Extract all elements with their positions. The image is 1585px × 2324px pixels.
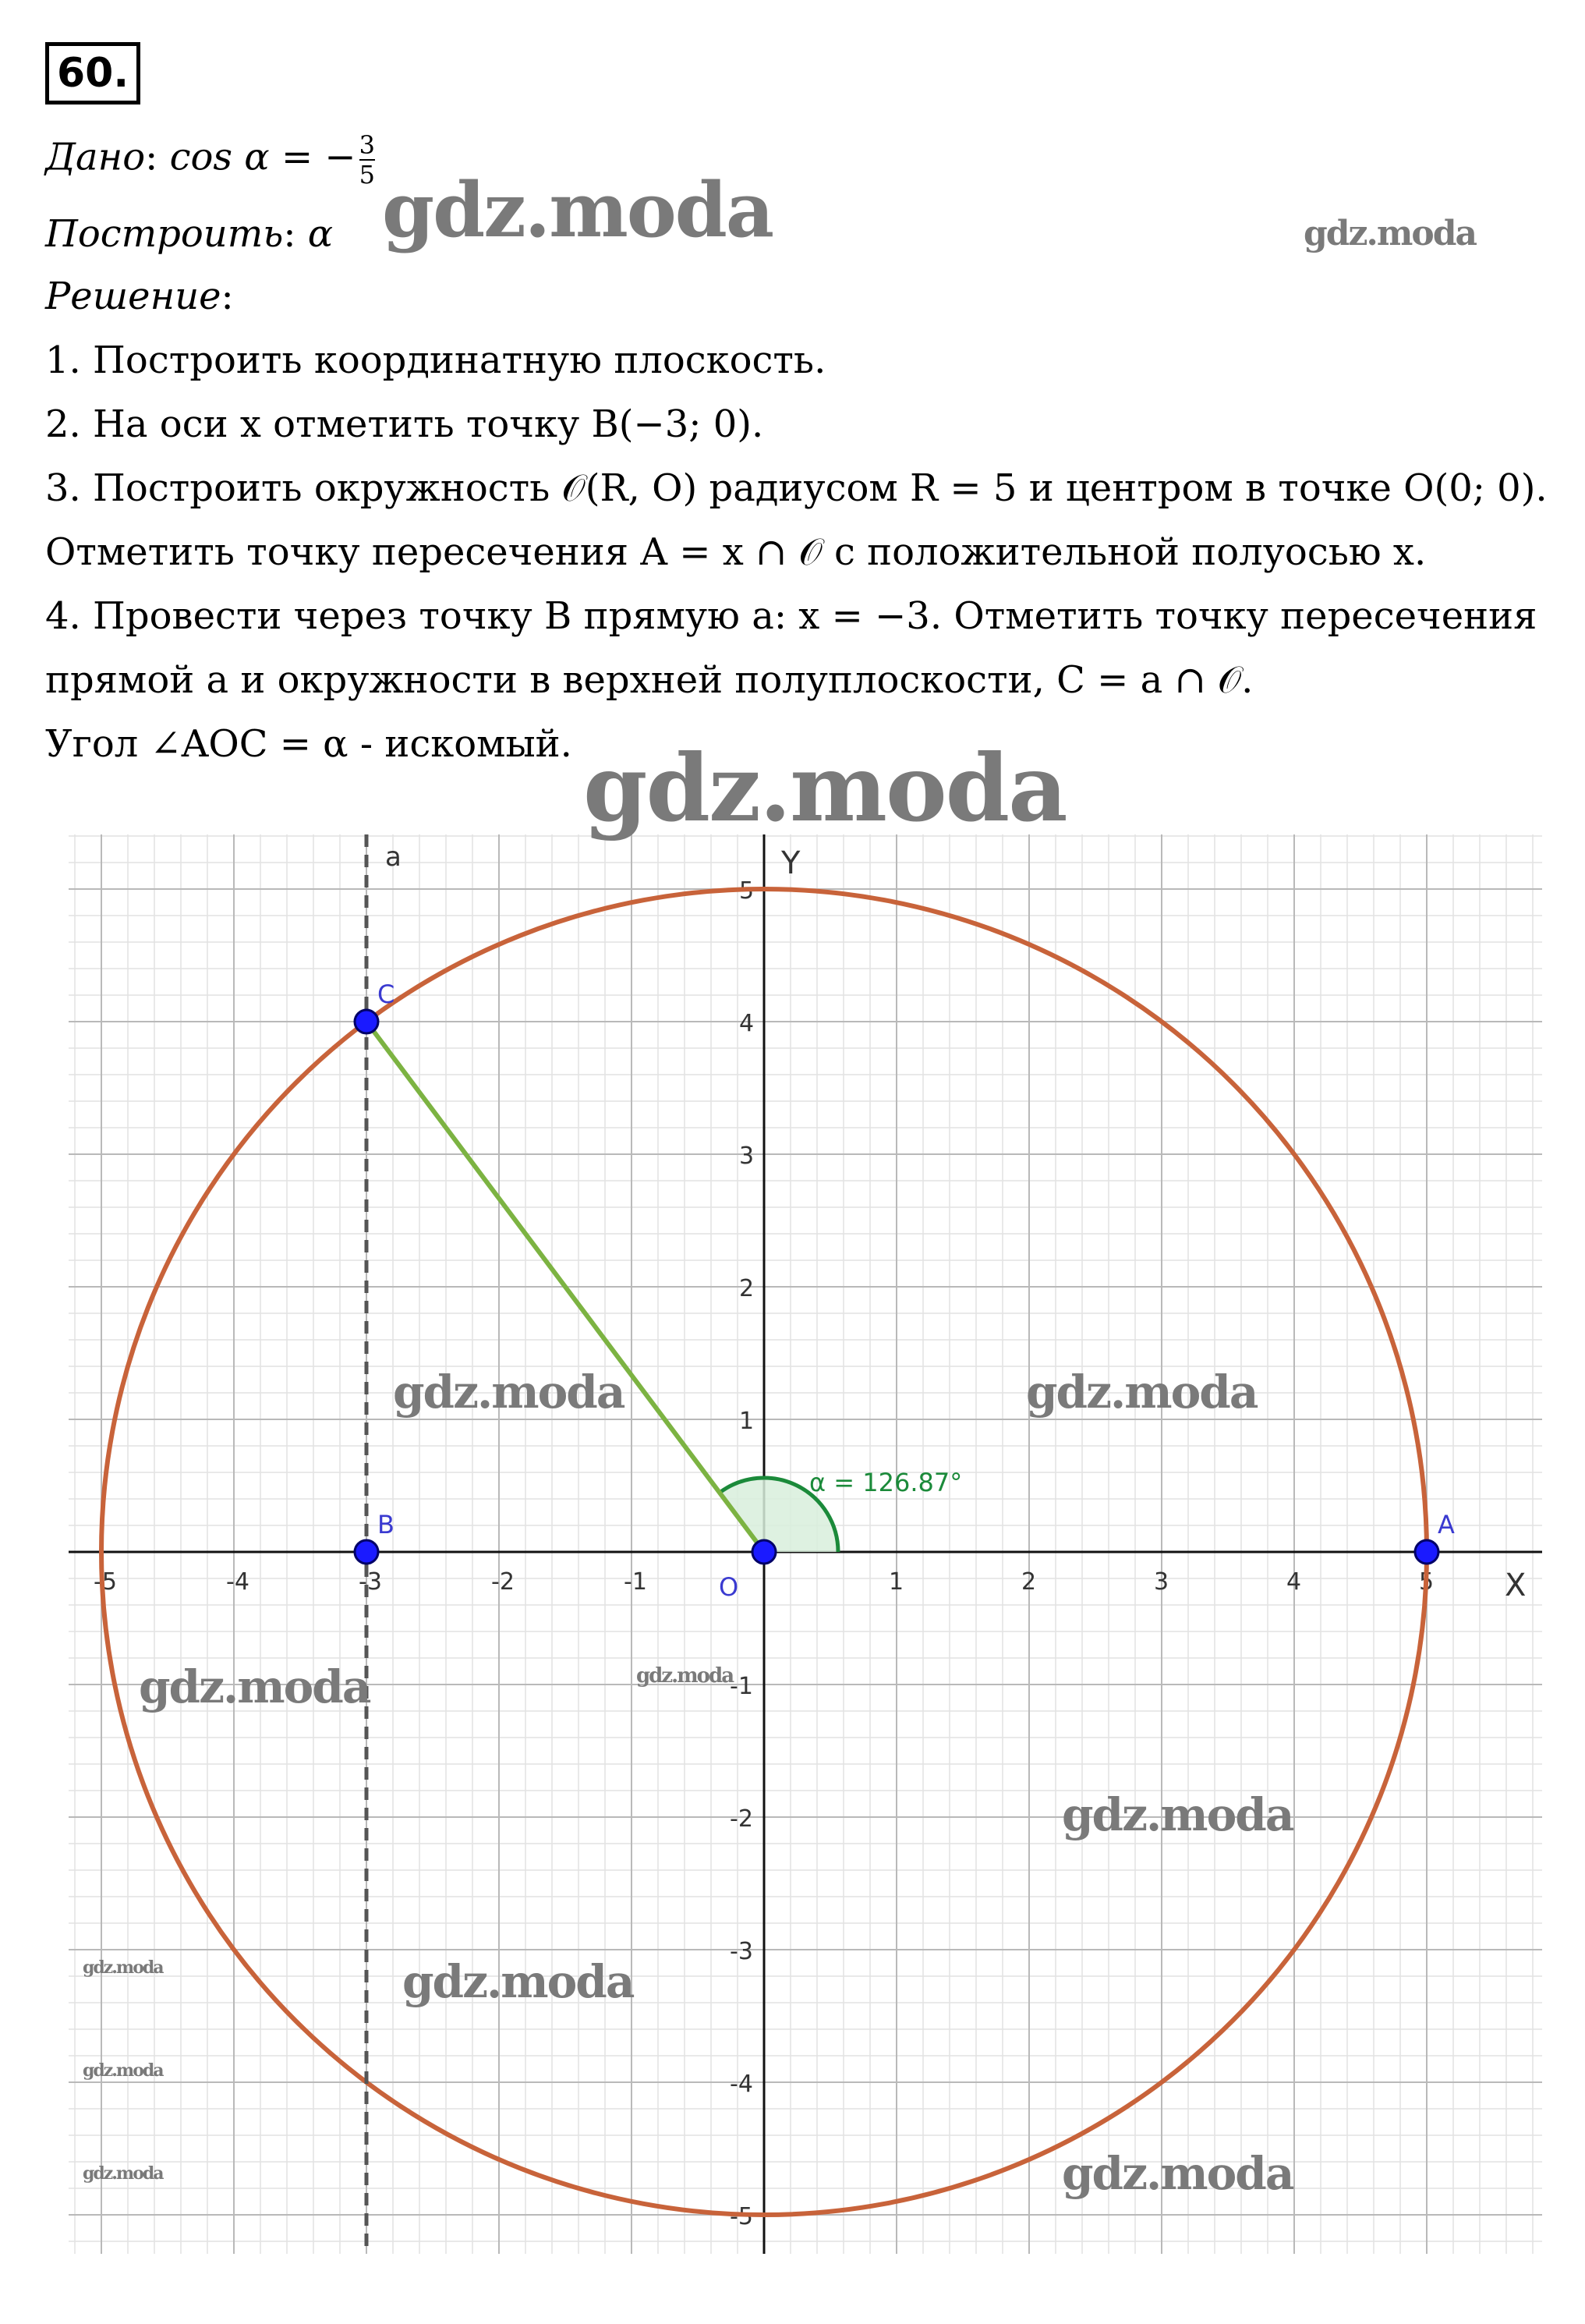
y-tick-label: 5 [739, 877, 755, 905]
problem-number: 60. [45, 42, 140, 105]
watermark: gdz.moda [139, 1660, 370, 1713]
y-tick-label: -3 [730, 1938, 753, 1965]
fraction-denominator: 5 [359, 160, 375, 190]
x-tick-label: 4 [1286, 1568, 1302, 1596]
watermark: gdz.moda [1026, 1366, 1258, 1419]
x-tick-label: -4 [226, 1568, 249, 1596]
conclusion-line: Угол ∠AOC = α - искомый. [45, 722, 572, 766]
point-c-label: C [377, 980, 395, 1009]
x-tick-label: 3 [1154, 1568, 1169, 1596]
watermark: gdz.moda [402, 1955, 634, 2008]
watermark: gdz.moda [1062, 1788, 1293, 1841]
x-tick-label: 2 [1021, 1568, 1037, 1596]
given-expression: cos α = − [169, 135, 356, 179]
point-b [355, 1540, 378, 1564]
y-tick-label: -4 [730, 2071, 753, 2098]
watermark: gdz.moda [83, 2060, 163, 2081]
step-4-continued: прямой a и окружности в верхней полуплоскости, C = a ∩ 𝒪. [45, 658, 1254, 702]
watermark: gdz.moda [393, 1366, 624, 1419]
construct-colon: : [283, 212, 296, 256]
solution-label: Решение [45, 275, 221, 318]
construct-expression: α [307, 212, 334, 256]
y-tick-label: -2 [730, 1805, 753, 1833]
step-3: 3. Построить окружность 𝒪(R, O) радиусом R = 5 и центром в точке O(0; 0). [45, 466, 1548, 510]
point-a [1415, 1540, 1438, 1564]
point-a-label: A [1438, 1510, 1455, 1539]
step-1: 1. Построить координатную плоскость. [45, 338, 826, 382]
x-tick-label: -5 [94, 1568, 117, 1596]
point-origin [752, 1540, 776, 1564]
x-tick-label: -2 [491, 1568, 515, 1596]
y-axis-label: Y [781, 845, 801, 881]
y-tick-label: 2 [739, 1275, 755, 1302]
given-colon: : [145, 135, 158, 179]
y-tick-label: -5 [730, 2203, 753, 2230]
watermark: gdz.moda [382, 166, 773, 254]
fraction-numerator: 3 [359, 130, 375, 160]
point-b-label: B [377, 1510, 394, 1539]
watermark: gdz.moda [83, 1957, 163, 1978]
watermark: gdz.moda [583, 734, 1067, 842]
y-tick-label: 3 [739, 1143, 755, 1170]
line-a-label: a [385, 841, 402, 873]
angle-alpha-label: α = 126.87° [809, 1468, 963, 1497]
watermark: gdz.moda [83, 2163, 163, 2184]
watermark: gdz.moda [1062, 2147, 1293, 2200]
construct-label: Построить [45, 212, 284, 256]
step-2: 2. На оси x отметить точку B(−3; 0). [45, 402, 764, 446]
x-tick-label: -3 [359, 1568, 382, 1596]
y-tick-label: -1 [730, 1673, 753, 1700]
y-tick-label: 4 [739, 1010, 755, 1037]
y-tick-label: 1 [739, 1408, 755, 1435]
step-4: 4. Провести через точку B прямую a: x = −3. Отметить точку пересечения [45, 594, 1537, 638]
given-label: Дано [45, 135, 146, 179]
x-tick-label: 5 [1419, 1568, 1435, 1596]
solution-colon: : [221, 275, 234, 318]
watermark: gdz.moda [1304, 214, 1477, 253]
watermark: gdz.moda [636, 1664, 734, 1688]
point-c [355, 1010, 378, 1033]
x-tick-label: 1 [889, 1568, 904, 1596]
origin-label: O [719, 1572, 739, 1602]
x-tick-label: -1 [624, 1568, 647, 1596]
step-3-continued: Отметить точку пересечения A = x ∩ 𝒪 с положительной полуосью x. [45, 530, 1427, 574]
x-axis-label: X [1505, 1568, 1527, 1603]
